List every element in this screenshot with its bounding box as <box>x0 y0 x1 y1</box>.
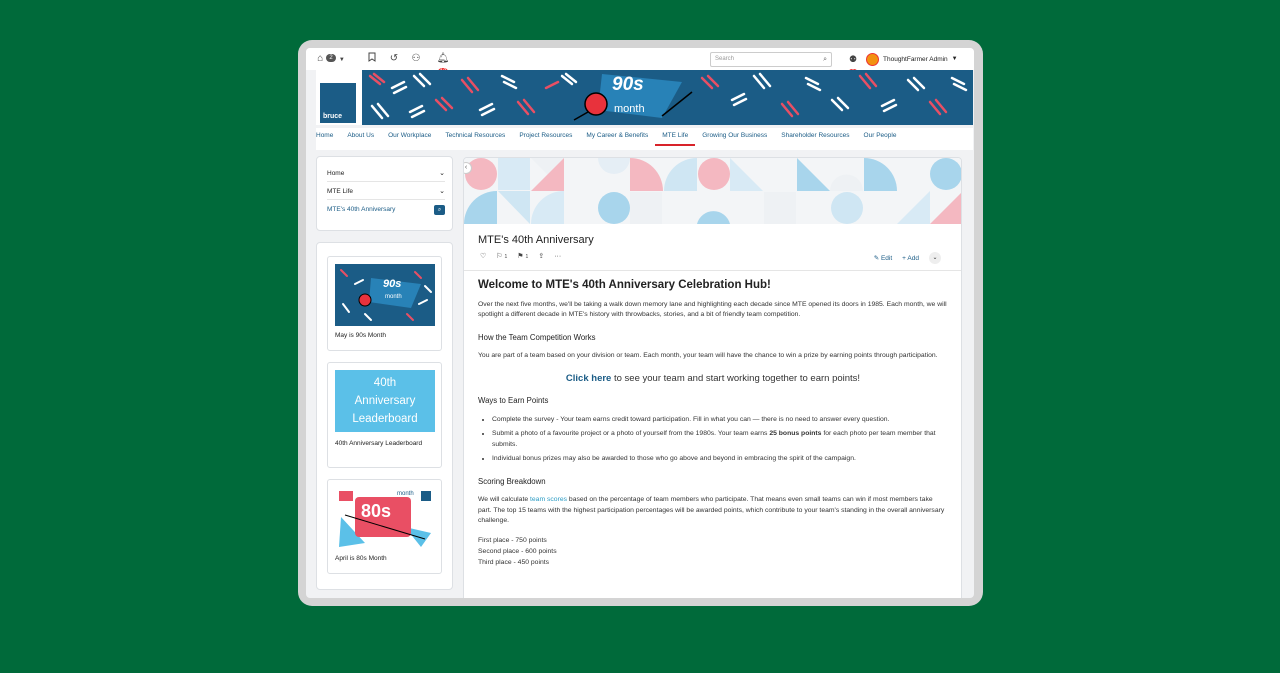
tile-subtitle: month <box>397 491 414 497</box>
chevron-down-icon[interactable]: ⌄ <box>439 188 445 195</box>
bookmark-icon[interactable] <box>366 52 378 66</box>
share-icon[interactable]: ⇪ <box>538 253 545 260</box>
search-icon[interactable]: ⌕ <box>823 56 827 63</box>
tile-subtitle: month <box>385 294 402 300</box>
avatar <box>866 53 879 66</box>
app-window <box>306 48 974 598</box>
home-badge: 2 <box>326 54 336 62</box>
home-menu-button[interactable] <box>316 52 346 66</box>
ways-list <box>478 415 948 465</box>
team-icon[interactable]: ⚉ <box>844 52 862 66</box>
scoring-text: We will calculate <box>478 496 531 503</box>
like-icon[interactable]: ♡ <box>480 253 487 260</box>
chevron-down-icon[interactable]: ⌄ <box>439 170 445 177</box>
list-item-text: for each photo per team member that submits. <box>492 430 936 448</box>
banner-title: 90s <box>612 74 644 95</box>
list-item <box>492 429 948 450</box>
place-item: First place - 750 points <box>478 536 547 544</box>
logo-text: bruce <box>323 113 343 120</box>
laptop-frame <box>298 40 983 606</box>
place-item: Second place - 600 points <box>478 547 557 555</box>
notifications-button[interactable] <box>432 52 454 66</box>
nav-home[interactable]: Home <box>316 132 334 139</box>
scoring-paragraph <box>478 495 948 527</box>
sidebar-item-label: MTE Life <box>327 187 354 195</box>
sidebar-tiles <box>316 242 453 590</box>
tile-title: 80s <box>361 501 392 521</box>
list-item: • Complete the survey - Your team earns credit toward participation. Fill in what you can — there is no need to answer every question. <box>492 415 948 426</box>
search-input[interactable] <box>710 52 832 67</box>
bonus-points-text: 25 bonus points <box>769 430 822 437</box>
cta-line <box>478 374 948 385</box>
nav-project-resources[interactable]: Project Resources <box>519 132 573 139</box>
places-list <box>478 535 948 568</box>
sidebar-item-label: Home <box>327 169 345 177</box>
add-label: Add <box>907 254 919 262</box>
sidebar-item-anniversary[interactable] <box>327 201 445 218</box>
tile-image <box>335 487 435 549</box>
scoring-text: based on the percentage of team members who participate. That means even small teams can win if most members take part. The top 15 teams with the highest participation percentages will be awarded points, which contribute to your team's standing in the overall anniversary challenge. <box>478 496 945 524</box>
nav-growing-our-business[interactable]: Growing Our Business <box>702 132 768 139</box>
section-heading: How the Team Competition Works <box>478 332 596 342</box>
pencil-icon: ✎ <box>873 255 880 262</box>
nav-shareholder-resources[interactable]: Shareholder Resources <box>781 132 850 139</box>
add-button[interactable] <box>902 255 919 262</box>
tile-leaderboard[interactable] <box>327 362 442 468</box>
nav-my-career-benefits[interactable]: My Career & Benefits <box>586 132 649 139</box>
nav-our-people[interactable]: Our People <box>863 132 897 139</box>
bell-icon: 🔔︎ <box>436 53 450 64</box>
site-banner <box>316 70 973 125</box>
cta-text: to see your team and start working together to earn points! <box>611 372 861 384</box>
people-icon[interactable]: ⚇ <box>411 53 421 64</box>
search-icon[interactable]: ⌕ <box>434 205 445 215</box>
chevron-down-icon[interactable]: ⌄ <box>929 252 941 264</box>
history-icon[interactable]: ↺ <box>389 53 399 64</box>
divider <box>464 270 962 271</box>
main-content-card <box>463 157 962 598</box>
how-paragraph: You are part of a team based on your division or team. Each month, your team will have the chance to win a prize by earning points through participation. <box>478 352 938 359</box>
edit-button[interactable] <box>874 254 892 262</box>
page-actions <box>480 252 561 260</box>
nav-our-workplace[interactable]: Our Workplace <box>388 132 432 139</box>
sidebar-item-home[interactable] <box>327 165 445 182</box>
section-heading: Ways to Earn Points <box>478 396 549 405</box>
sidebar-menu <box>316 156 453 231</box>
search-placeholder: Search <box>715 56 735 62</box>
section-heading: Scoring Breakdown <box>478 476 546 486</box>
nav-about-us[interactable]: About Us <box>347 132 375 139</box>
comment-count: 1 <box>504 254 508 260</box>
bookmark-button[interactable]: ⚑ 1 <box>517 253 529 260</box>
main-nav <box>316 128 973 150</box>
tile-image-text: 40th Anniversary Leaderboard <box>352 377 418 425</box>
list-item-text: Submit a photo of a favourite project or a photo of yourself from the 1980s. Your team earns <box>492 430 770 437</box>
banner-pattern <box>362 70 973 125</box>
collapse-sidebar-icon[interactable]: ‹ <box>463 162 472 174</box>
article-body <box>478 280 948 568</box>
chevron-down-icon: ▼ <box>338 57 345 63</box>
user-menu[interactable] <box>866 51 958 67</box>
tile-title: 90s <box>383 278 402 290</box>
page-title: MTE's 40th Anniversary <box>478 234 594 246</box>
tile-image <box>335 370 435 432</box>
site-logo[interactable] <box>316 70 362 125</box>
article-heading: Welcome to MTE's 40th Anniversary Celebration Hub! <box>478 279 771 291</box>
hero-pattern <box>464 158 962 224</box>
user-name: ThoughtFarmer Admin <box>883 55 948 63</box>
more-icon[interactable]: ··· <box>554 252 562 260</box>
tile-image <box>335 264 435 326</box>
nav-technical-resources[interactable]: Technical Resources <box>445 132 506 139</box>
nav-mte-life[interactable]: MTE Life <box>655 128 695 146</box>
tile-caption: April is 80s Month <box>335 555 387 562</box>
edit-label: Edit <box>880 255 893 262</box>
place-item: Third place - 450 points <box>478 558 550 566</box>
tile-caption: May is 90s Month <box>335 332 386 339</box>
plus-icon: + <box>902 254 906 262</box>
tile-caption: 40th Anniversary Leaderboard <box>335 440 423 447</box>
sidebar-item-label: MTE's 40th Anniversary <box>327 206 396 213</box>
tile-90s-month[interactable] <box>327 256 442 351</box>
home-icon: ⌂ <box>317 53 324 64</box>
comment-button[interactable]: ⚐ 1 <box>496 253 508 260</box>
sidebar-item-mte-life[interactable] <box>327 183 445 200</box>
banner-subtitle: month <box>614 103 645 115</box>
top-bar <box>306 48 974 70</box>
bookmark-count: 1 <box>525 254 529 260</box>
edit-add-actions <box>874 252 941 264</box>
chevron-down-icon: ▼ <box>951 56 958 62</box>
tile-80s-month[interactable] <box>327 479 442 574</box>
intro-paragraph: Over the next five months, we'll be taking a walk down memory lane and highlighting each decade since MTE opened its doors in 1985. Each month, we will spotlight a different decade in MTE's history with throwbacks, stories, and a bit of friendly team competition. <box>478 300 947 318</box>
list-item: • Individual bonus prizes may also be awarded to those who go above and beyond in embracing the spirit of the campaign. <box>492 454 948 465</box>
click-here-link[interactable]: Click here <box>565 372 612 384</box>
team-scores-link[interactable]: team scores <box>530 496 568 503</box>
